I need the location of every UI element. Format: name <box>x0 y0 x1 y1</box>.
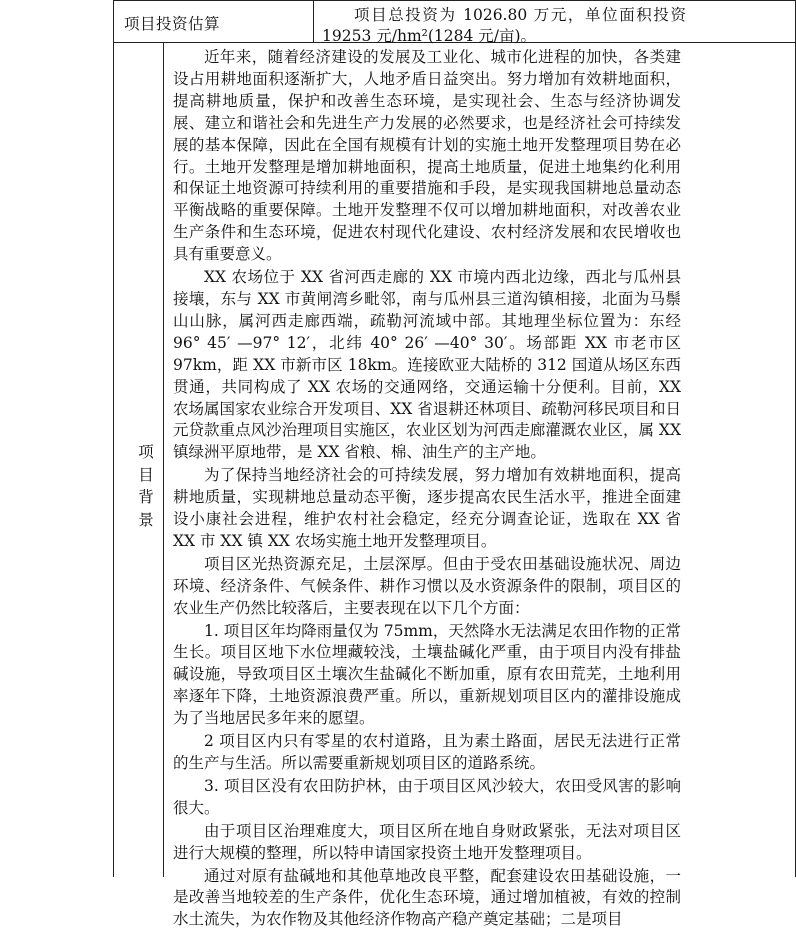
paragraph: 为了保持当地经济社会的可持续发展，努力增加有效耕地面积，提高耕地质量，实现耕地总量动态平衡，逐步提高农民生活水平，推进全面建设小康社会进程，维护农村社会稳定，经充分调查论证，选取在 XX 省 XX 市 XX 镇 XX 农场实施土地开发整理项目。 <box>173 466 681 550</box>
investment-total-line: 项目总投资为 1026.80 万元，单位面积投资 <box>354 6 686 24</box>
paragraph: 由于项目区治理难度大，项目区所在地自身财政紧张，无法对项目区进行大规模的整理，所以特申请国家投资土地开发整理项目。 <box>173 821 681 862</box>
project-background-text <box>173 47 681 932</box>
paragraph: 2 项目区内只有零星的农村道路，且为素土路面，居民无法进行正常的生产与生活。所以需要重新规划项目区的道路系统。 <box>173 732 681 772</box>
paragraph: 项目区光热资源充足，土层深厚。但由于受农田基础设施状况、周边环境、经济条件、气候条件、耕作习惯以及水资源条件的限制，项目区的农业生产仍然比较落后，主要表现在以下几个方面： <box>173 554 681 617</box>
label-char: 目 <box>138 465 154 484</box>
paragraph: 1. 项目区年均降雨量仅为 75mm，天然降水无法满足农田作物的正常生长。项目区地下水位埋藏较浅，土壤盐碱化严重，由于项目内没有排盐碱设施，导致项目区土壤次生盐碱化不断加重，原有农田荒芜，土地利用率逐年下降，土地资源浪费严重。所以，重新规划项目区内的灌排设施成为了当地居民多年来的愿望。 <box>173 621 681 728</box>
paragraph: 近年来，随着经济建设的发展及工业化、城市化进程的加快，各类建设占用耕地面积逐渐扩大，人地矛盾日益突出。努力增加有效耕地面积，提高耕地质量，保护和改善生态环境，是实现社会、生态与经济协调发展、建立和谐社会和先进生产力发展的必然要求，也是经济社会可持续发展的基本保障，因此在全国有规模有计划的实施土地开发整理项目势在必行。土地开发整理是增加耕地面积，提高土地质量，促进土地集约化利用和保证土地资源可持续利用的重要措施和手段，是实现我国耕地总量动态平衡战略的重要保障。土地开发整理不仅可以增加耕地面积，对改善农业生产条件和生态环境，促进农村现代化建设、农村经济发展和农民增收也具有重要意义。 <box>173 48 681 264</box>
label-char: 背 <box>138 488 154 506</box>
table-border-top <box>113 0 796 1</box>
project-background-label <box>137 441 155 531</box>
label-char: 项 <box>138 443 154 461</box>
paragraph: 通过对原有盐碱地和其他草地改良平整，配套建设农田基础设施，一是改善当地较差的生产条件，优化生态环境，通过增加植被，有效的控制水土流失，为农作物及其他经济作物高产稳产奠定基础；二是项目 <box>173 866 681 929</box>
label-char: 景 <box>138 510 154 529</box>
paragraph: 3. 项目区没有农田防护林，由于项目区风沙较大，农田受风害的影响很大。 <box>173 776 681 817</box>
investment-unit-line: 19253 元/hm²(1284 元/亩)。 <box>322 27 537 45</box>
label-column-divider <box>163 42 164 877</box>
investment-estimate-value <box>322 5 686 47</box>
header-column-divider <box>313 0 314 42</box>
investment-estimate-label: 项目投资估算 <box>124 15 221 33</box>
table-border-left <box>113 0 114 877</box>
paragraph: XX 农场位于 XX 省河西走廊的 XX 市境内西北边缘，西北与瓜州县接壤，东与 XX 市黄闸湾乡毗邻，南与瓜州县三道沟镇相接，北面为马鬃山山脉，属河西走廊西端，疏勒河流域中部。其地理坐标位置为：东经 96° 45′ —97° 12′，北纬 40° 26′ —40° 30′。场部距 XX 市老市区 97km，距 XX 市新市区 18km。连接欧亚大陆桥的 312 国道从场区东西贯通，共同构成了 XX 农场的交通网络，交通运输十分便利。目前，XX 农场属国家农业综合开发项目、XX 省退耕还林项目、疏勒河移民项目和日元贷款重点风沙治理项目实施区，农业区划为河西走廊灌溉农业区，属 XX 镇绿洲平原地带，是 XX 省粮、棉、油生产的主产地。 <box>173 268 681 462</box>
